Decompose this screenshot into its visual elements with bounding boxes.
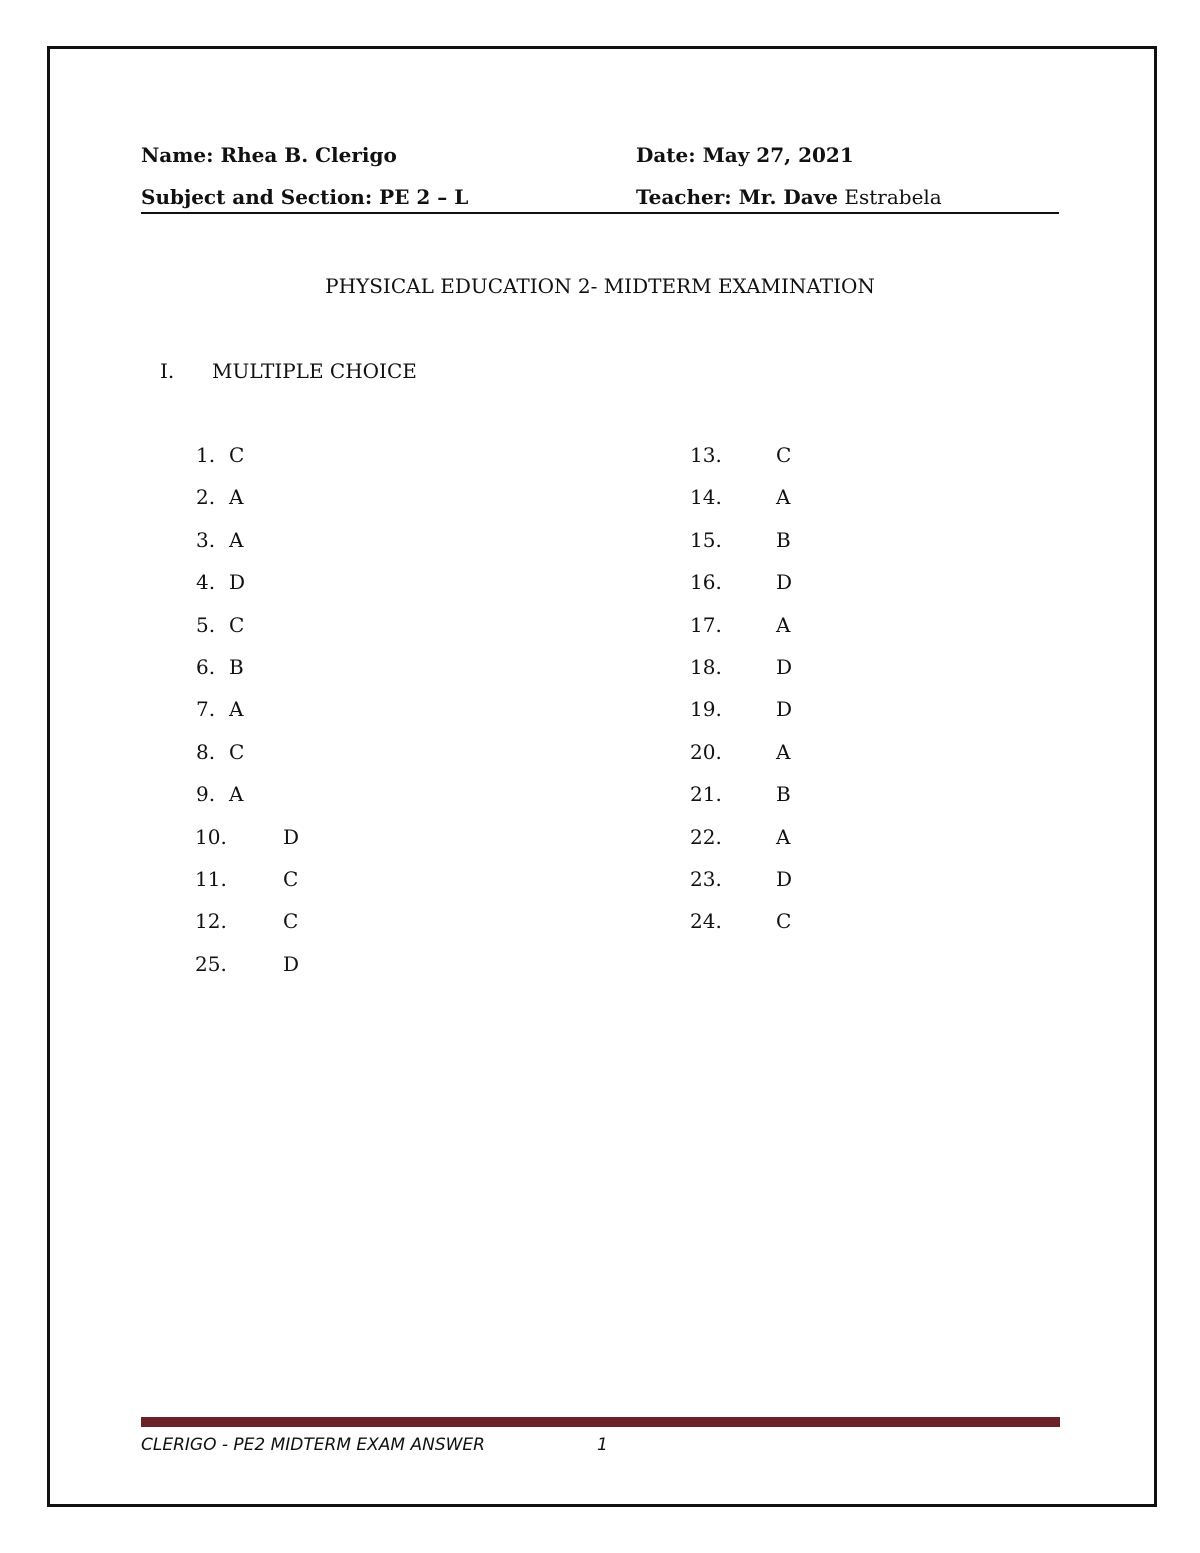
section-label: MULTIPLE CHOICE xyxy=(212,359,417,383)
answer-number: 15. xyxy=(690,528,722,552)
page-number: 1 xyxy=(597,1435,608,1455)
answer-letter: B xyxy=(229,655,244,679)
footer-text: CLERIGO - PE2 MIDTERM EXAM ANSWER xyxy=(141,1435,485,1455)
answer-number: 25. xyxy=(195,952,227,976)
answer-letter: A xyxy=(229,782,244,806)
answer-number: 20. xyxy=(690,740,722,764)
header-divider xyxy=(141,212,1059,214)
answer-letter: A xyxy=(776,613,791,637)
answer-letter: D xyxy=(283,825,300,849)
answer-number: 8. xyxy=(196,740,216,764)
answer-letter: B xyxy=(776,782,791,806)
answer-number: 18. xyxy=(690,655,722,679)
answer-number: 3. xyxy=(196,528,216,552)
answer-letter: D xyxy=(283,952,300,976)
answer-number: 1. xyxy=(196,443,216,467)
answer-letter: A xyxy=(229,485,244,509)
footer-bar xyxy=(141,1417,1060,1427)
answer-letter: C xyxy=(776,443,792,467)
answer-letter: D xyxy=(776,655,793,679)
answer-letter: C xyxy=(283,867,299,891)
answer-number: 21. xyxy=(690,782,722,806)
date-field: Date: May 27, 2021 xyxy=(636,143,854,167)
name-field: Name: Rhea B. Clerigo xyxy=(141,143,397,167)
answer-letter: A xyxy=(229,528,244,552)
answer-number: 23. xyxy=(690,867,722,891)
answer-letter: C xyxy=(776,909,792,933)
answer-number: 7. xyxy=(196,697,216,721)
answer-letter: A xyxy=(776,485,791,509)
answer-number: 19. xyxy=(690,697,722,721)
answer-number: 5. xyxy=(196,613,216,637)
answer-number: 17. xyxy=(690,613,722,637)
answer-number: 16. xyxy=(690,570,722,594)
answer-number: 24. xyxy=(690,909,722,933)
section-numeral: I. xyxy=(160,359,175,383)
answer-number: 14. xyxy=(690,485,722,509)
answer-number: 11. xyxy=(195,867,227,891)
page-border xyxy=(47,46,1157,1507)
answer-number: 12. xyxy=(195,909,227,933)
answer-number: 10. xyxy=(195,825,227,849)
header-row-1 xyxy=(141,143,854,167)
answer-letter: A xyxy=(229,697,244,721)
answer-letter: C xyxy=(229,740,245,764)
exam-title: PHYSICAL EDUCATION 2- MIDTERM EXAMINATION xyxy=(325,274,875,298)
answer-number: 2. xyxy=(196,485,216,509)
answer-number: 22. xyxy=(690,825,722,849)
answer-number: 4. xyxy=(196,570,216,594)
subject-field: Subject and Section: PE 2 – L xyxy=(141,185,469,209)
answer-letter: C xyxy=(229,613,245,637)
answer-letter: D xyxy=(776,697,793,721)
header-row-2 xyxy=(141,185,942,209)
answer-letter: D xyxy=(229,570,246,594)
answer-letter: D xyxy=(776,570,793,594)
answer-letter: A xyxy=(776,825,791,849)
teacher-field: Teacher: Mr. Dave Estrabela xyxy=(636,185,942,209)
answer-letter: D xyxy=(776,867,793,891)
answer-letter: C xyxy=(229,443,245,467)
answer-number: 9. xyxy=(196,782,216,806)
answer-number: 13. xyxy=(690,443,722,467)
answer-letter: B xyxy=(776,528,791,552)
answer-number: 6. xyxy=(196,655,216,679)
answer-letter: C xyxy=(283,909,299,933)
answer-letter: A xyxy=(776,740,791,764)
